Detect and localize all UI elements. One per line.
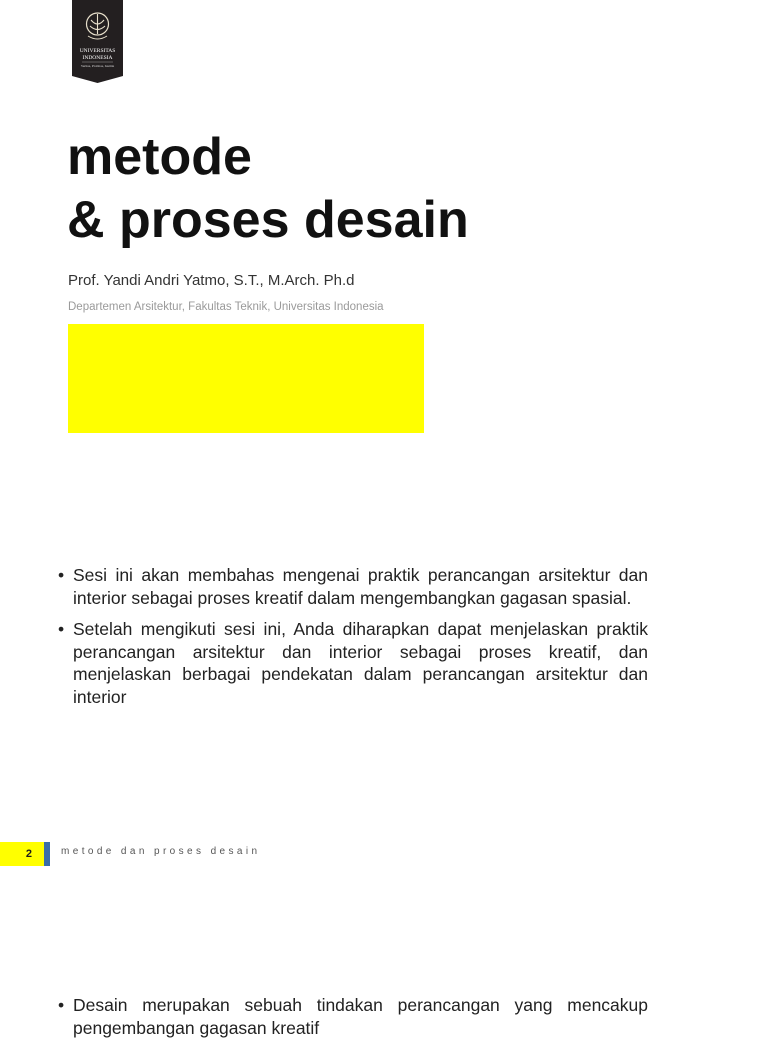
logo-text-line2: INDONESIA xyxy=(82,55,113,61)
highlight-block xyxy=(68,324,424,433)
title-line-1: metode xyxy=(67,128,252,186)
title-line-2: & proses desain xyxy=(67,191,469,249)
page-number: 2 xyxy=(0,842,44,866)
universitas-indonesia-seal-icon xyxy=(72,0,123,83)
author-name: Prof. Yandi Andri Yatmo, S.T., M.Arch. Ph.d xyxy=(68,272,355,289)
next-page-bullet-list xyxy=(56,994,648,1039)
logo-motto: Veritas, Probitas, Iustitia xyxy=(80,64,115,68)
footer-label: metode dan proses desain xyxy=(61,846,261,857)
list-item: • Desain merupakan sebuah tindakan perancangan yang mencakup pengembangan gagasan kreatif xyxy=(56,994,648,1039)
department-name: Departemen Arsitektur, Fakultas Teknik, Universitas Indonesia xyxy=(68,301,384,313)
bullet-list xyxy=(56,564,648,717)
footer-accent-bar xyxy=(44,842,50,866)
page-title xyxy=(67,126,469,252)
list-item: • Sesi ini akan membahas mengenai praktik perancangan arsitektur dan interior sebagai proses kreatif dalam mengembangkan gagasan spasial. xyxy=(56,564,648,609)
university-logo xyxy=(72,0,123,83)
list-item: • Setelah mengikuti sesi ini, Anda diharapkan dapat menjelaskan praktik perancangan arsitektur dan interior sebagai proses kreatif, dan menjelaskan berbagai pendekatan dalam perancangan arsitektur dan interior xyxy=(56,618,648,708)
logo-text-line1: UNIVERSITAS xyxy=(79,48,116,54)
